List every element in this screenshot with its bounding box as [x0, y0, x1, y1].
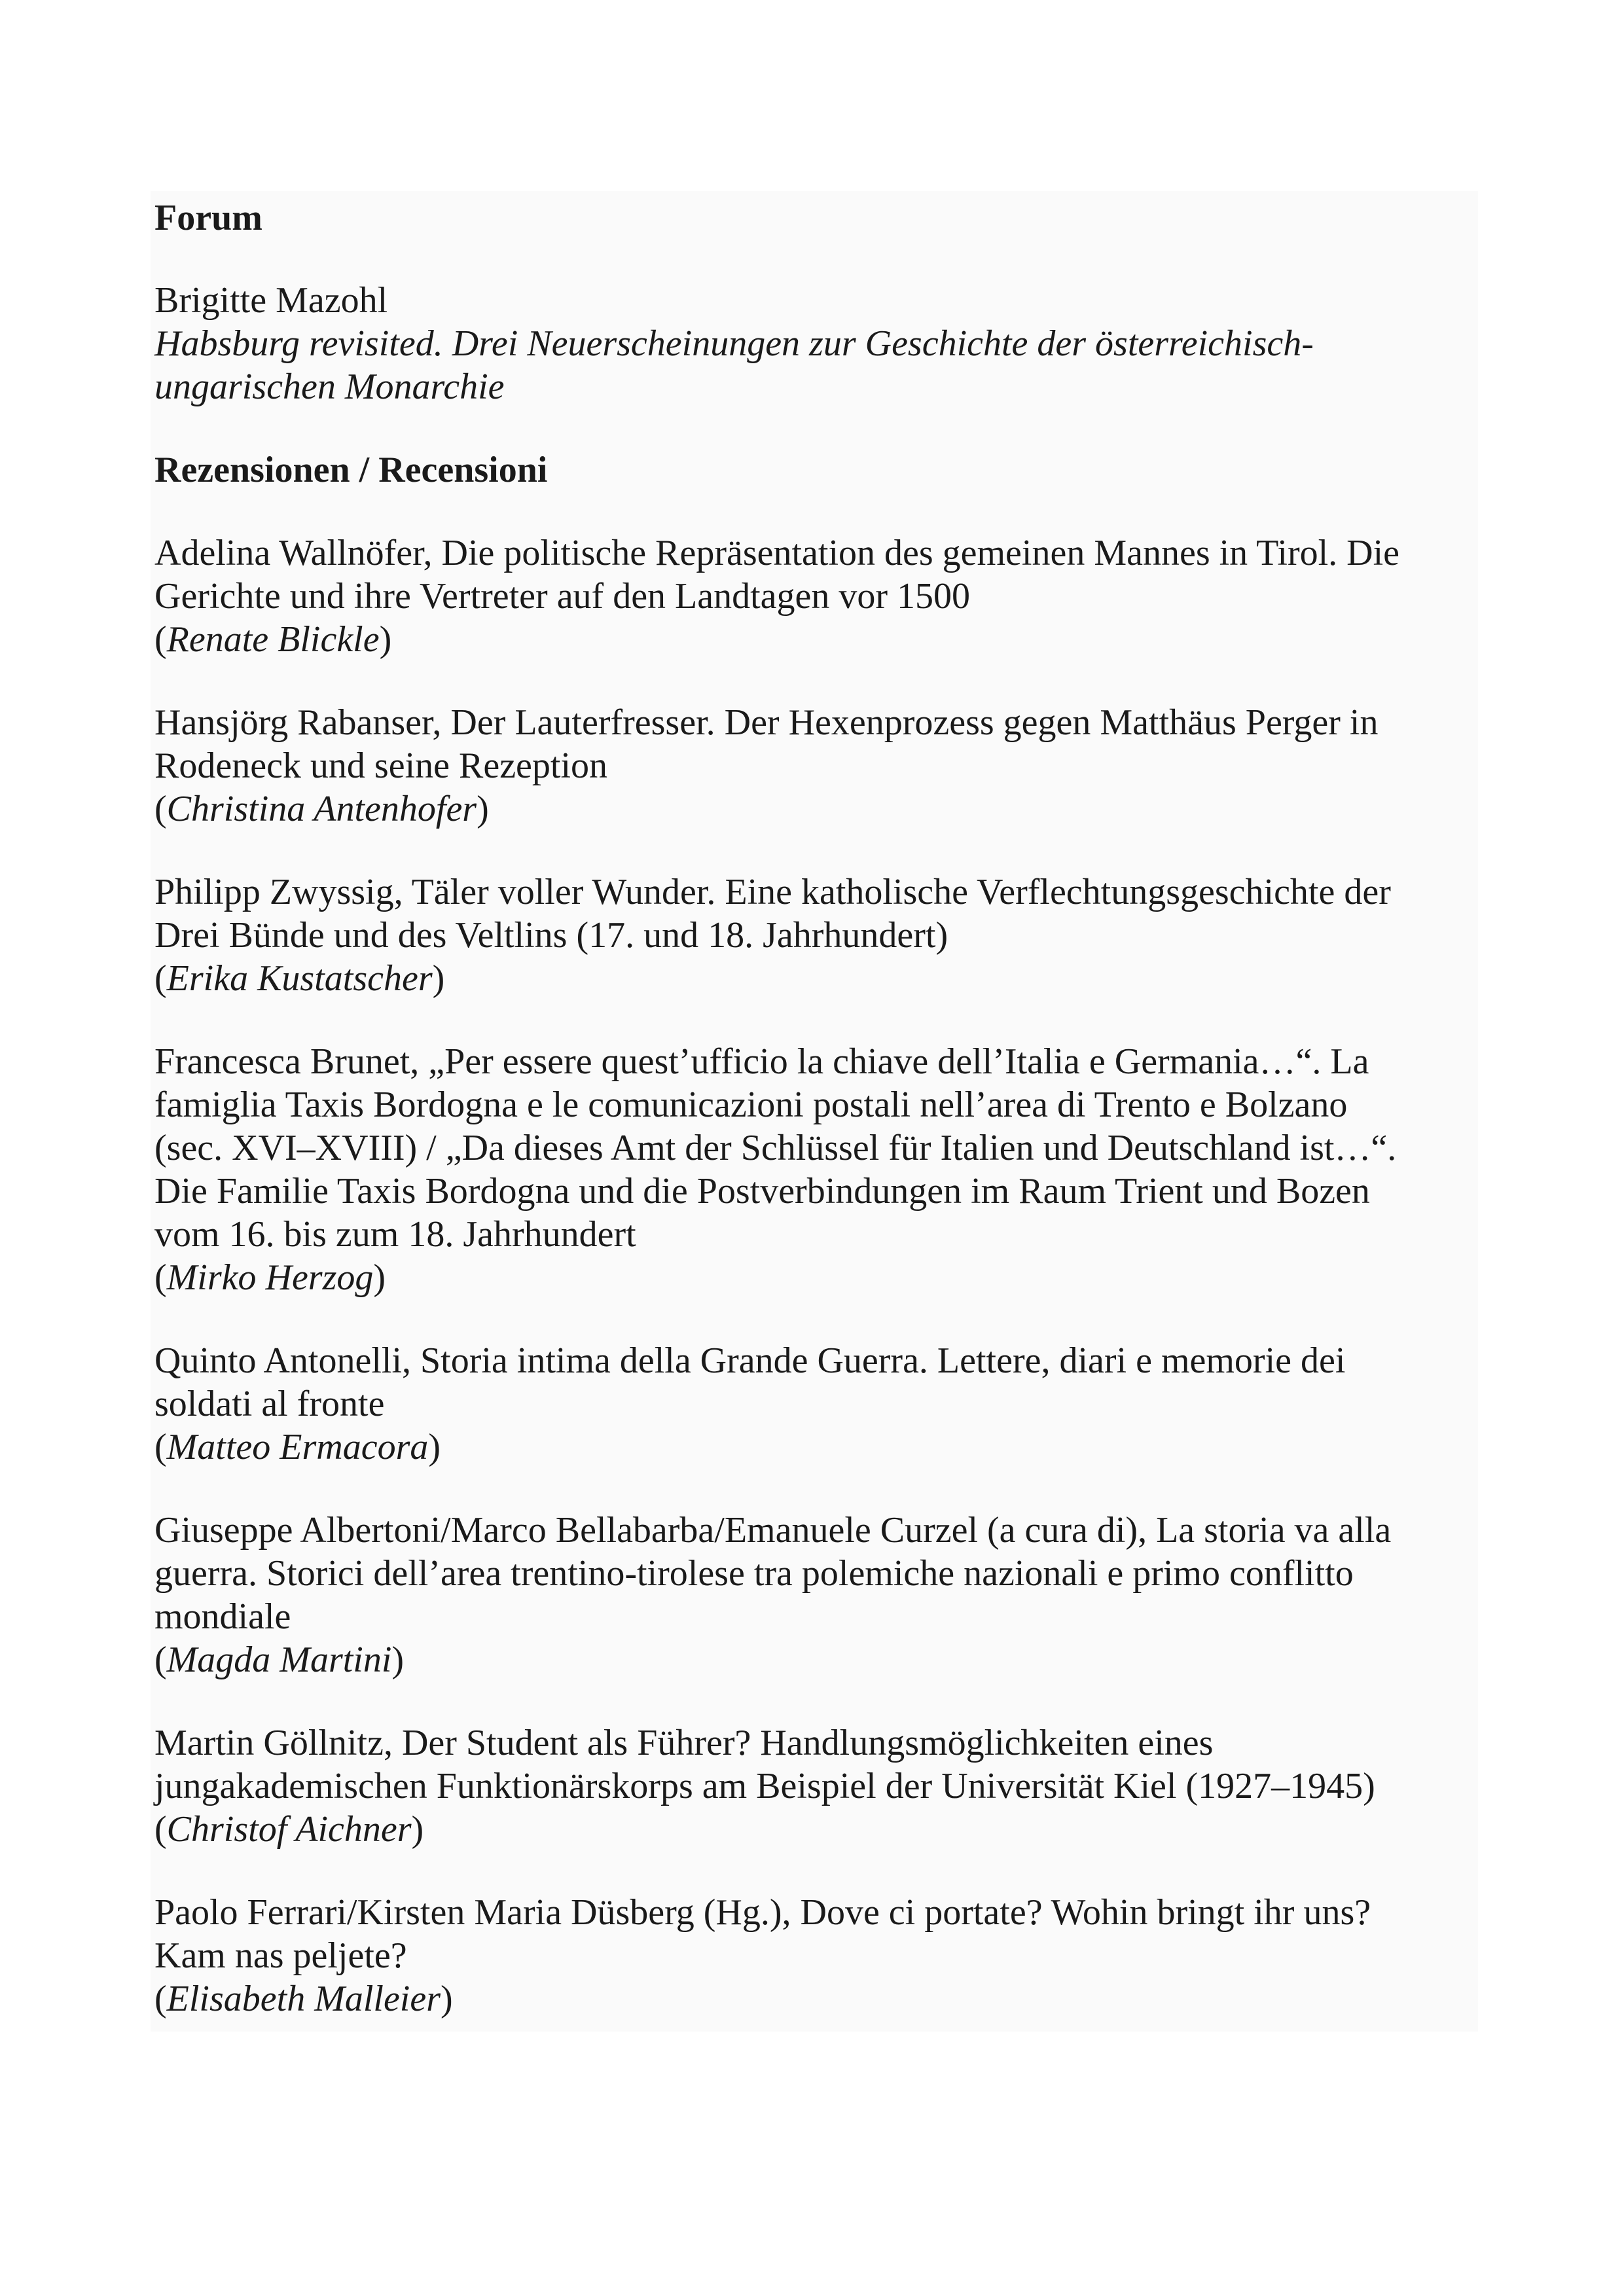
review-entry-line: Francesca Brunet, „Per essere quest’ufficio la chiave dell’Italia e Germania…“. La [154, 1041, 1369, 1082]
reviewer-name: Elisabeth Malleier [166, 1979, 441, 2019]
forum-article-title-line-1: Habsburg revisited. Drei Neuerscheinungen zur Geschichte der österreichisch- [154, 323, 1314, 364]
review-entry-line: Kam nas peljete? [154, 1935, 407, 1976]
reviewer-name: Magda Martini [166, 1640, 392, 1680]
review-entry-line: famiglia Taxis Bordogna e le comunicazioni postali nell’area di Trento e Bolzano [154, 1085, 1348, 1125]
review-entry-line: Paolo Ferrari/Kirsten Maria Düsberg (Hg.), Dove ci portate? Wohin bringt ihr uns? [154, 1892, 1371, 1933]
review-entry-line: Philipp Zwyssig, Täler voller Wunder. Eine katholische Verflechtungsgeschichte der [154, 872, 1391, 912]
forum-article-title-line-2: ungarischen Monarchie [154, 367, 505, 407]
review-entry-line: guerra. Storici dell’area trentino-tirolese tra polemiche nazionali e primo conflitto [154, 1553, 1354, 1594]
reviewer-name: Renate Blickle [166, 619, 380, 660]
review-reviewer: (Matteo Ermacora) [154, 1427, 441, 1467]
review-entry-line: Die Familie Taxis Bordogna und die Postverbindungen im Raum Trient und Bozen [154, 1171, 1370, 1211]
review-reviewer: (Christof Aichner) [154, 1809, 424, 1850]
review-entry-line: Gerichte und ihre Vertreter auf den Landtagen vor 1500 [154, 576, 971, 617]
review-entry-line: Adelina Wallnöfer, Die politische Repräsentation des gemeinen Mannes in Tirol. Die [154, 533, 1400, 573]
review-entry-line: vom 16. bis zum 18. Jahrhundert [154, 1214, 636, 1255]
review-entry-line: soldati al fronte [154, 1384, 385, 1424]
review-entry-line: mondiale [154, 1596, 291, 1637]
forum-heading: Forum [154, 198, 262, 238]
review-entry-line: jungakademischen Funktionärskorps am Beispiel der Universität Kiel (1927–1945) [154, 1766, 1375, 1806]
review-reviewer: (Magda Martini) [154, 1640, 405, 1680]
review-entry-line: Hansjörg Rabanser, Der Lauterfresser. Der Hexenprozess gegen Matthäus Perger in [154, 702, 1379, 743]
review-reviewer: (Christina Antenhofer) [154, 789, 489, 829]
reviewer-name: Erika Kustatscher [166, 958, 433, 999]
reviews-heading: Rezensionen / Recensioni [154, 450, 548, 490]
review-reviewer: (Erika Kustatscher) [154, 958, 445, 999]
review-reviewer: (Renate Blickle) [154, 619, 392, 660]
reviewer-name: Christina Antenhofer [166, 789, 477, 829]
reviewer-name: Mirko Herzog [166, 1257, 374, 1298]
review-entry-line: Giuseppe Albertoni/Marco Bellabarba/Emanuele Curzel (a cura di), La storia va alla [154, 1510, 1392, 1551]
review-entry-line: Quinto Antonelli, Storia intima della Grande Guerra. Lettere, diari e memorie dei [154, 1340, 1346, 1381]
review-entry-line: (sec. XVI–XVIII) / „Da dieses Amt der Schlüssel für Italien und Deutschland ist…“. [154, 1128, 1397, 1168]
reviewer-name: Matteo Ermacora [166, 1427, 429, 1467]
forum-author: Brigitte Mazohl [154, 280, 388, 321]
review-entry-line: Rodeneck und seine Rezeption [154, 745, 608, 786]
review-reviewer: (Elisabeth Malleier) [154, 1979, 453, 2019]
review-entry-line: Drei Bünde und des Veltlins (17. und 18. Jahrhundert) [154, 915, 948, 956]
review-reviewer: (Mirko Herzog) [154, 1257, 386, 1298]
reviewer-name: Christof Aichner [166, 1809, 412, 1850]
review-entry-line: Martin Göllnitz, Der Student als Führer? Handlungsmöglichkeiten eines [154, 1723, 1214, 1763]
